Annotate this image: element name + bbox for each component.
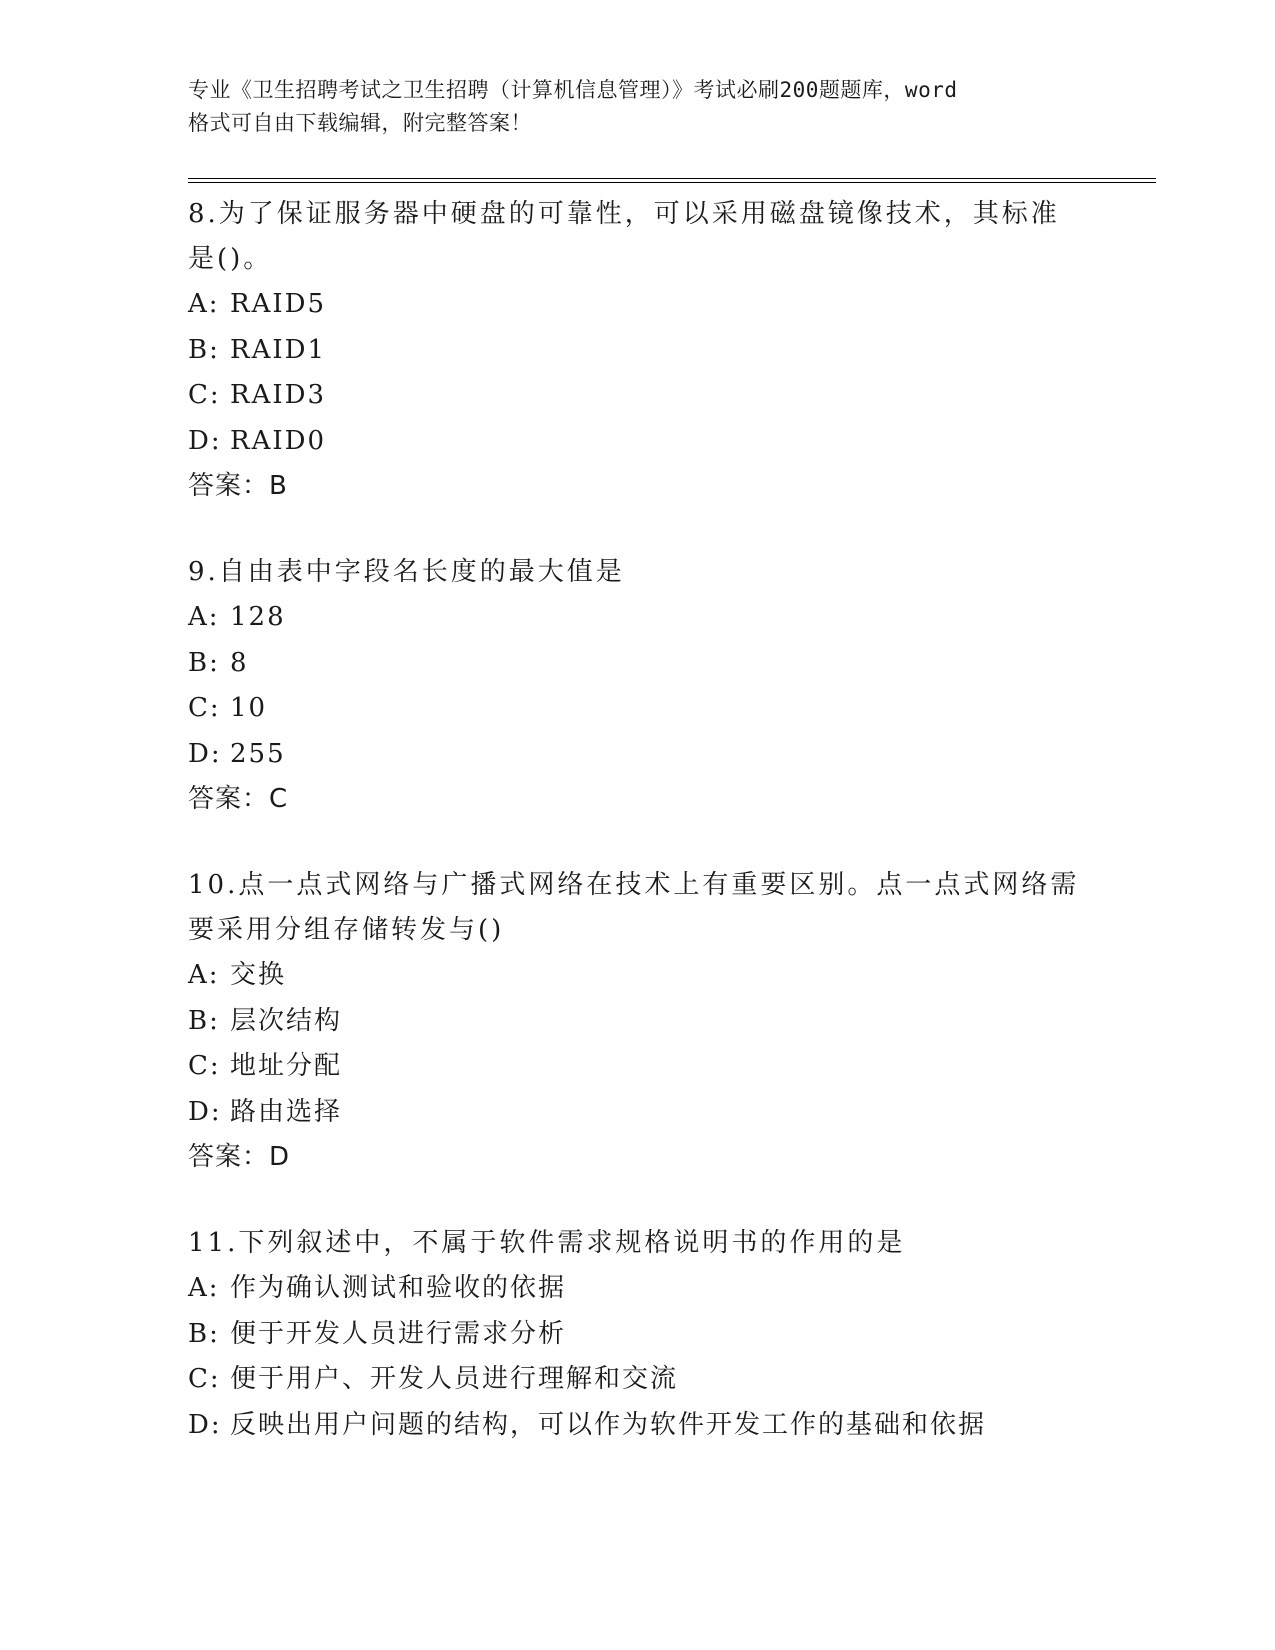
option-key: C:	[188, 693, 221, 723]
option-key: B:	[188, 1318, 220, 1349]
option-key: D:	[188, 425, 222, 456]
option-key: C:	[188, 1364, 221, 1394]
option-key: D:	[188, 738, 222, 769]
option-c	[188, 686, 1108, 732]
question-stem-line-1: 11.下列叙述中，不属于软件需求规格说明书的作用的是	[188, 1228, 906, 1258]
question-11	[188, 1221, 1108, 1448]
question-9	[188, 550, 1108, 821]
answer-line: 答案：B	[188, 471, 288, 501]
option-key: D:	[188, 1409, 222, 1440]
option-text: 路由选择	[230, 1096, 343, 1127]
option-text: RAID3	[230, 380, 327, 410]
question-stem	[188, 863, 1108, 953]
option-key: A:	[188, 602, 220, 632]
option-a	[188, 282, 1108, 328]
question-10	[188, 863, 1108, 1179]
option-text: 10	[230, 693, 268, 723]
question-stem	[188, 1221, 1108, 1266]
option-key: B:	[188, 1005, 220, 1036]
option-a	[188, 1266, 1108, 1312]
option-a	[188, 595, 1108, 641]
option-text: 8	[230, 647, 249, 678]
option-b	[188, 999, 1108, 1045]
option-d	[188, 732, 1108, 778]
option-d	[188, 419, 1108, 465]
question-stem-line-1: 9.自由表中字段名长度的最大值是	[188, 557, 625, 587]
option-text: 255	[230, 738, 286, 769]
option-text: 作为确认测试和验收的依据	[230, 1273, 567, 1303]
option-text: 交换	[230, 960, 287, 990]
option-key: B:	[188, 647, 220, 678]
option-key: A:	[188, 960, 220, 990]
option-b	[188, 328, 1108, 374]
option-key: C:	[188, 1051, 221, 1081]
question-8	[188, 192, 1108, 508]
question-stem-line-1: 10.点一点式网络与广播式网络在技术上有重要区别。点一点式网络需	[188, 870, 1080, 900]
document-header	[188, 74, 1088, 140]
answer-line: 答案：C	[188, 784, 289, 814]
header-line-1: 专业《卫生招聘考试之卫生招聘（计算机信息管理）》考试必刷200题题库，word	[188, 78, 958, 102]
option-text: 地址分配	[230, 1051, 343, 1081]
question-stem	[188, 550, 1108, 595]
option-b	[188, 1312, 1108, 1358]
option-text: RAID5	[230, 289, 327, 319]
option-a	[188, 953, 1108, 999]
option-key: C:	[188, 380, 221, 410]
option-text: RAID1	[230, 334, 327, 365]
option-text: 128	[230, 602, 286, 632]
option-b	[188, 641, 1108, 687]
header-line-2: 格式可自由下载编辑，附完整答案！	[188, 111, 532, 135]
option-text: RAID0	[230, 425, 327, 456]
question-stem	[188, 192, 1108, 282]
question-stem-line-2: 是()。	[188, 244, 273, 274]
question-stem-line-1: 8.为了保证服务器中硬盘的可靠性，可以采用磁盘镜像技术，其标准	[188, 199, 1060, 229]
option-c	[188, 1357, 1108, 1403]
option-key: B:	[188, 334, 220, 365]
option-c	[188, 373, 1108, 419]
option-text: 层次结构	[230, 1005, 343, 1036]
question-list	[188, 192, 1108, 1490]
option-key: A:	[188, 289, 220, 319]
option-key: D:	[188, 1096, 222, 1127]
option-text: 便于开发人员进行需求分析	[230, 1318, 567, 1349]
option-c	[188, 1044, 1108, 1090]
option-d	[188, 1403, 1108, 1449]
question-stem-line-2: 要采用分组存储转发与()	[188, 915, 505, 945]
option-d	[188, 1090, 1108, 1136]
answer-line: 答案：D	[188, 1142, 291, 1172]
header-divider	[188, 178, 1156, 183]
option-text: 便于用户、开发人员进行理解和交流	[230, 1364, 679, 1394]
option-key: A:	[188, 1273, 220, 1303]
option-text: 反映出用户问题的结构，可以作为软件开发工作的基础和依据	[230, 1409, 987, 1440]
